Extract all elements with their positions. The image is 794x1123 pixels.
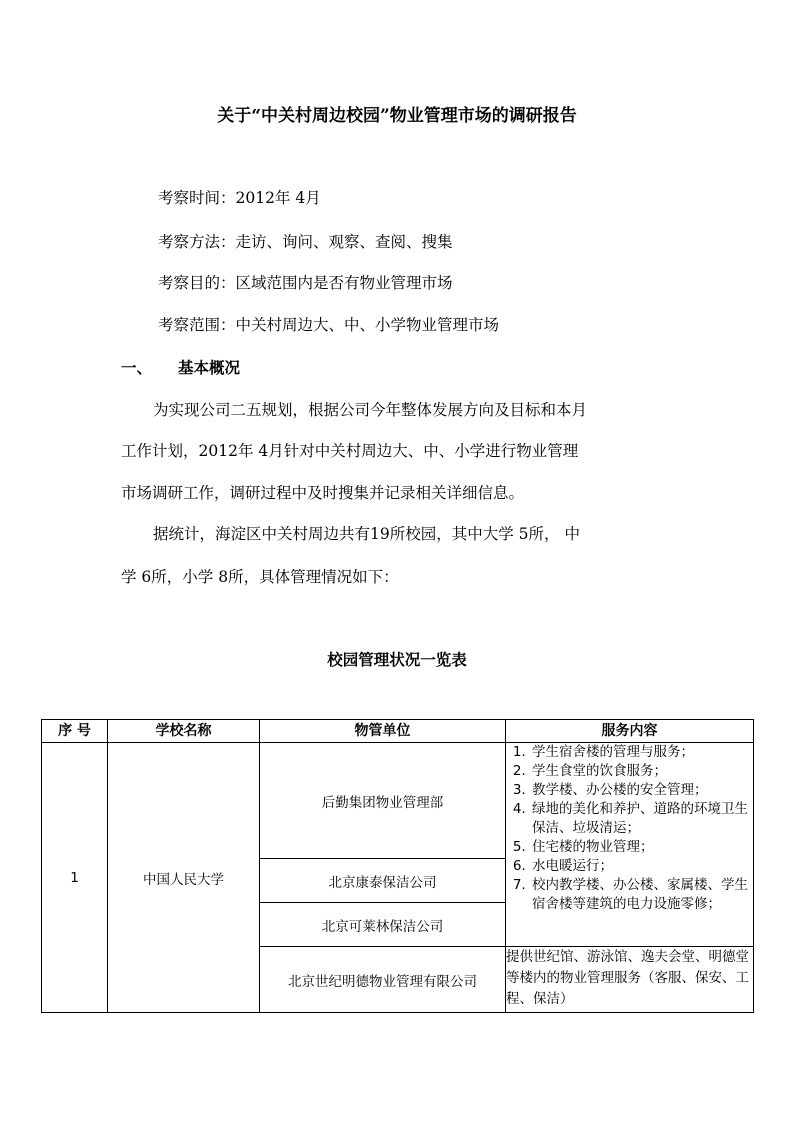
info-method: 考察方法：走访、询问、观察、查阅、搜集 [158, 233, 453, 251]
services-list [506, 743, 753, 914]
list-item: 6. 水电暖运行； [530, 857, 753, 876]
info-scope: 考察范围：中关村周边大、中、小学物业管理市场 [158, 316, 500, 334]
table-title: 校园管理状况一览表 [327, 650, 467, 669]
header-unit: 物管单位 [260, 720, 506, 743]
table-row [42, 743, 754, 859]
paragraph-line: 为实现公司二五规划，根据公司今年整体发展方向及目标和本月 [153, 401, 588, 419]
document-title: 关于“中关村周边校园”物业管理市场的调研报告 [217, 106, 577, 126]
list-item: 4. 绿地的美化和养护、道路的环境卫生保洁、垃圾清运； [530, 800, 753, 838]
cell-unit: 北京可莱林保洁公司 [260, 903, 506, 947]
header-school: 学校名称 [108, 720, 260, 743]
cell-unit: 后勤集团物业管理部 [260, 743, 506, 859]
paragraph-line: 市场调研工作，调研过程中及时搜集并记录相关详细信息。 [121, 484, 525, 502]
cell-services-last: 提供世纪馆、游泳馆、逸夫会堂、明德堂等楼内的物业管理服务（客服、保安、工程、保洁） [506, 947, 754, 1013]
list-item: 5. 住宅楼的物业管理； [530, 838, 753, 857]
management-table [41, 719, 754, 1013]
list-item: 7. 校内教学楼、办公楼、家属楼、学生宿舍楼等建筑的电力设施零修； [530, 876, 753, 914]
cell-services [506, 743, 754, 947]
cell-school: 中国人民大学 [108, 743, 260, 1013]
paragraph-line: 学 6所，小学 8所，具体管理情况如下： [121, 568, 399, 586]
header-number: 序 号 [42, 720, 108, 743]
cell-unit: 北京康泰保洁公司 [260, 859, 506, 903]
cell-number: 1 [42, 743, 108, 1013]
info-purpose: 考察目的：区域范围内是否有物业管理市场 [158, 274, 453, 292]
list-item: 1. 学生宿舍楼的管理与服务； [530, 743, 753, 762]
list-item: 3. 教学楼、办公楼的安全管理； [530, 781, 753, 800]
list-item: 2. 学生食堂的饮食服务； [530, 762, 753, 781]
section-title: 基本概况 [178, 358, 241, 377]
section-number: 一、 [121, 358, 153, 377]
paragraph-line: 工作计划，2012年 4月针对中关村周边大、中、小学进行物业管理 [121, 442, 579, 460]
section-heading [121, 357, 240, 379]
paragraph-line: 据统计，海淀区中关村周边共有19所校园，其中大学 5所， 中 [153, 525, 580, 543]
cell-unit: 北京世纪明德物业管理有限公司 [260, 947, 506, 1013]
table-header-row [42, 720, 754, 743]
info-time: 考察时间：2012年 4月 [158, 189, 321, 207]
header-service: 服务内容 [506, 720, 754, 743]
